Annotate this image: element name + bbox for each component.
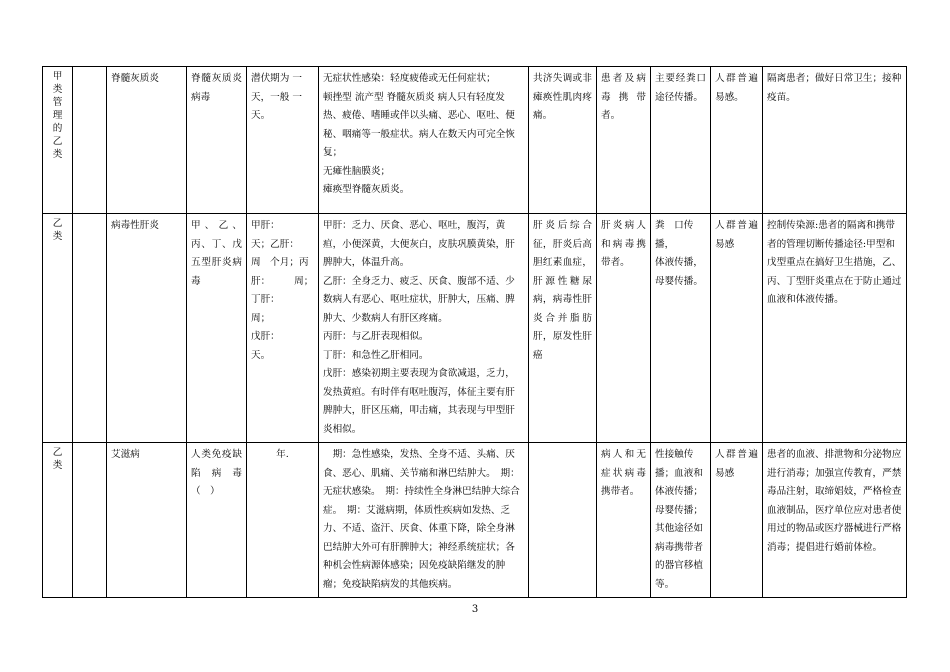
disease-name-cell: 艾滋病 (107, 443, 187, 598)
route-line: 其他途径如病毒携带者的器官移植等。 (655, 523, 703, 590)
susceptible-cell: 人群普遍易感 (711, 214, 763, 443)
disease-table (42, 66, 907, 598)
blank-cell (73, 214, 107, 443)
symptom-line: 乙肝：全身乏力、疲乏、厌食、腹部不适、少数病人有恶心、呕吐症状，肝肿大，压痛、脾肿大、少数病人有肝区疼痛。 (323, 275, 515, 324)
route-cell (651, 443, 711, 598)
complication-cell: 肝炎后综合征，肝炎后高胆红素血症，肝源性糖尿病，病毒性肝炎合并脂肪肝，原发性肝癌 (529, 214, 597, 443)
category-cell: 甲类管理的乙类 (43, 67, 73, 214)
disease-name-cell: 脊髓灰质炎 (107, 67, 187, 214)
page-number: 3 (471, 604, 479, 615)
susceptible-cell: 人群普遍易感 (711, 443, 763, 598)
pathogen-cell: 甲、乙、丙、丁、戊五型肝炎病毒 (187, 214, 247, 443)
category-cell: 乙类 (43, 214, 73, 443)
source-cell: 肝炎病人和病毒携带者。 (597, 214, 651, 443)
symptom-line: 瘫痪型脊髓灰质炎。 (323, 184, 410, 195)
prevention-cell: 隔离患者；做好日常卫生；接种疫苗。 (763, 67, 907, 214)
complication-cell: 共济失调或非瘫痪性肌肉疼痛。 (529, 67, 597, 214)
symptom-line: 戊肝：感染初期主要表现为食欲减退，乏力，发热黄疸。有时伴有呕吐腹泻，体征主要有肝脾肿大，肝区压痛，叩击痛，其表现与甲型肝炎相似。 (323, 368, 515, 435)
blank-cell (73, 67, 107, 214)
pathogen-cell: 脊髓灰质炎病毒 (187, 67, 247, 214)
route-line: 性接触传播；血液和体液传播； (655, 449, 703, 497)
blank-cell (73, 443, 107, 598)
symptoms-cell (319, 443, 529, 598)
table-row (43, 214, 907, 443)
complication-cell (529, 443, 597, 598)
symptom-line: 无症状性感染：轻度疲倦或无任何症状； (323, 73, 496, 84)
incubation-line: 周 个月；丙肝： 周； (251, 257, 314, 287)
symptom-line: 顿挫型 流产型 脊髓灰质炎 病人只有轻度发热、疲倦、嗜睡或伴以头痛、恶心、呕吐、便秘、咽痛等一般症状。病人在数天内可完全恢复； (323, 91, 515, 158)
incubation-cell: 潜伏期为 一 天，一般 一 天。 (247, 67, 319, 214)
symptoms-cell (319, 67, 529, 214)
route-line: 母婴传播。 (655, 275, 703, 287)
table-row (43, 443, 907, 598)
susceptible-cell: 人群普遍易感。 (711, 67, 763, 214)
prevention-cell: 患者的血液、排泄物和分泌物应进行消毒；加强宣传教育，严禁毒品注射，取缔娼妓，严格检查血液制品，医疗单位应对患者使用过的物品或医疗器械进行严格消毒；提倡进行婚前体检。 (763, 443, 907, 598)
route-line: 母婴传播； (655, 504, 703, 516)
route-line: 粪 口传播， (655, 220, 694, 250)
incubation-line: 天；乙肝： (251, 238, 299, 250)
route-cell: 主要经粪口途径传播。 (651, 67, 711, 214)
incubation-line: 丁肝： (251, 294, 280, 305)
incubation-cell: 年. (247, 443, 319, 598)
incubation-cell (247, 214, 319, 443)
source-cell: 患者及病毒携带者。 (597, 67, 651, 214)
incubation-line: 甲肝： (251, 220, 280, 231)
symptom-line: 丁肝：和急性乙肝相同。 (323, 349, 429, 361)
symptoms-cell (319, 214, 529, 443)
disease-name-cell: 病毒性肝炎 (107, 214, 187, 443)
incubation-line: 周； (251, 312, 271, 324)
route-line: 体液传播， (655, 257, 703, 268)
symptom-line: 甲肝：乏力、厌食、恶心、呕吐，腹泻，黄疸，小便深黄，大便灰白，皮肤巩膜黄染，肝脾肿大，体温升高。 (323, 220, 515, 268)
pathogen-cell: 人类免疫缺陷病毒（ ） (187, 443, 247, 598)
route-cell (651, 214, 711, 443)
symptom-line: 无瘫性脑膜炎； (323, 165, 391, 177)
table-row (43, 67, 907, 214)
prevention-cell: 控制传染源:患者的隔离和携带者的管理切断传播途径:甲型和戊型重点在搞好卫生措施，乙、丙、丁型肝炎重点在于防止通过血液和体液传播。 (763, 214, 907, 443)
category-cell: 乙类 (43, 443, 73, 598)
incubation-line: 天。 (251, 349, 271, 361)
incubation-line: 戊肝： (251, 331, 280, 342)
symptom-line: 丙肝：与乙肝表现相似。 (323, 331, 429, 342)
symptom-line: 期：急性感染，发热、全身不适、头痛、厌食、恶心、肌痛、关节痛和淋巴结肿大。 期：无症状感染。 期：持续性全身淋巴结肿大综合症。 期：艾滋病期，体质性疾病如发热、乏力、不适、盗汗、厌食、体重下降，除全身淋巴结肿大外可有肝脾肿大；神经系统症状；各种机会性病源体感染；因免疫缺陷继发的肿瘤；免疫缺陷病发的其他疾病。 (323, 449, 520, 590)
source-cell: 病人和无症状病毒携带者。 (597, 443, 651, 598)
